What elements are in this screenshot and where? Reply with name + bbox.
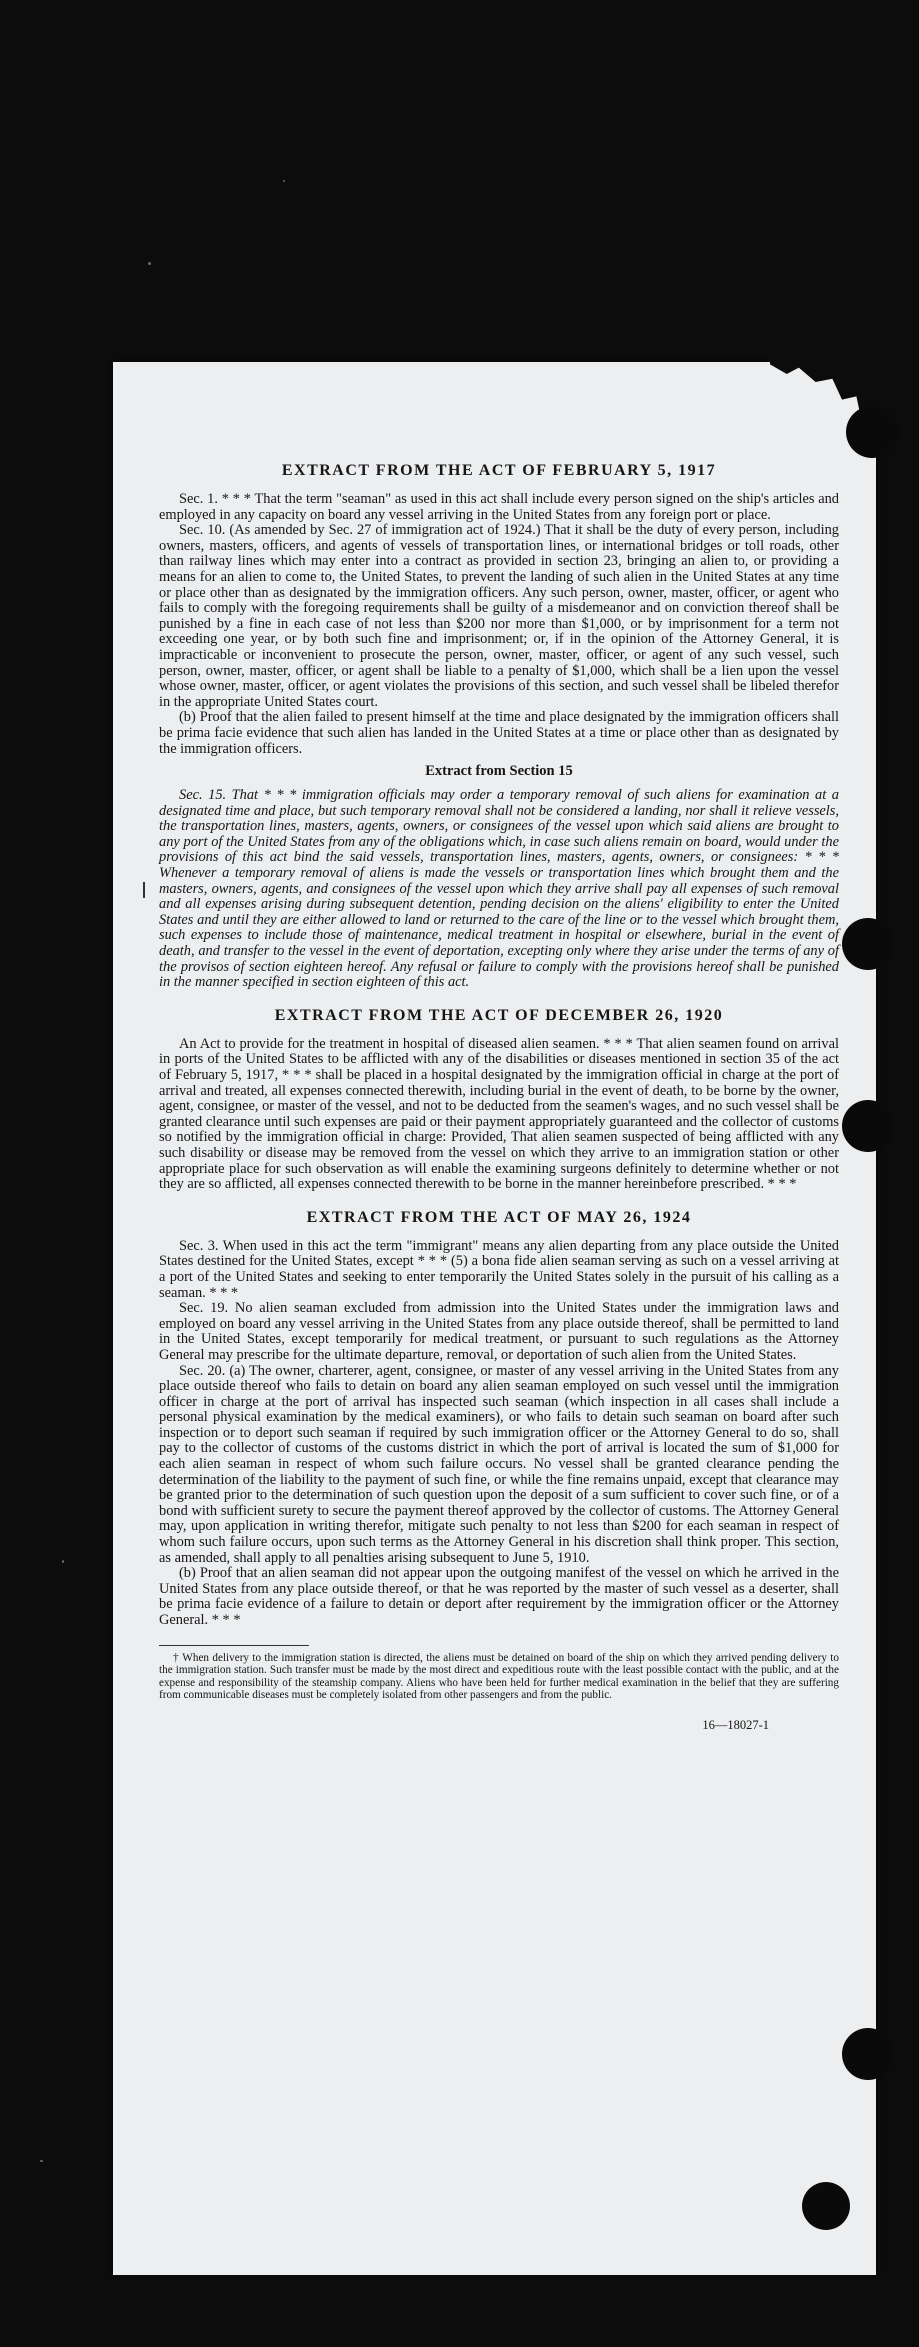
paragraph-sec-10: Sec. 10. (As amended by Sec. 27 of immigration act of 1924.) That it shall be the duty of every person, including owners, masters, officers, and agents of vessels of transportation lines, or international bridges or toll roads, other than railway lines which may enter into a contract as provided in section 23, bringing an alien to, or providing a means for an alien to come to, the United States, to prevent the landing of such alien in the United States at any time or place other than as designated by the immigration officers. Any such person, owner, master, officer, or agent who fails to comply with the foregoing requirements shall be guilty of a misdemeanor and on conviction thereof shall be punished by a fine in each case of not less than $200 nor more than $1,000, or by imprisonment for a term not exceeding one year, or by both such fine and imprisonment; or, if in the opinion of the Attorney General, it is impracticable or inconvenient to prosecute the person, owner, master, officer, or agent of any such vessel, such person, owner, master, officer, or agent shall be liable to a penalty of $1,000, which shall be a lien upon the vessel whose owner, master, officer, or agent violates the provisions of this section, and such vessel shall be libeled therefor in the appropriate United States court. <box>159 522 839 710</box>
paragraph-sec-20-b: (b) Proof that an alien seaman did not appear upon the outgoing manifest of the vessel on which he arrived in the United States from any place outside thereof, or that he was reported by the master of such vessel as a deserter, shall be prima facie evidence of a failure to detain or deport after requirement by the immigration officer or the Attorney General. * * * <box>159 1565 839 1628</box>
heading-act-1917: EXTRACT FROM THE ACT OF FEBRUARY 5, 1917 <box>281 462 717 479</box>
dust-speck <box>62 1560 64 1563</box>
section-act-1924 <box>159 1209 839 1629</box>
footnote-divider <box>159 1645 309 1646</box>
section-act-1917 <box>159 462 839 991</box>
footnote: † When delivery to the immigration station is directed, the aliens must be detained on board of the ship on which they arrived pending delivery to the immigration station. Such transfer must be made by the most direct and expeditious route with the least possible contact with the public, and at the expense and responsibility of the steamship company. Aliens who have been held for further medical examination in the belief that they are suffering from communicable diseases must be completely isolated from other passengers and from the public. <box>159 1651 839 1702</box>
form-number: 16—18027-1 <box>702 1717 769 1732</box>
punch-hole <box>842 2028 894 2080</box>
document-body <box>159 462 839 1733</box>
paragraph-sec-10-b: (b) Proof that the alien failed to present himself at the time and place designated by the immigration officers shall be prima facie evidence that such alien has landed in the United States at a time or place other than as designated by the immigration officers. <box>159 709 839 757</box>
paragraph-sec-19: Sec. 19. No alien seaman excluded from admission into the United States under the immigration laws and employed on board any vessel arriving in the United States from any place outside thereof, shall be permitted to land in the United States, except temporarily for medical treatment, or pursuant to such regulations as the Attorney General may prescribe for the ultimate departure, removal, or deportation of such alien from the United States. <box>159 1300 839 1363</box>
subheading-section-15: Extract from Section 15 <box>425 763 573 780</box>
document-page <box>113 362 876 2275</box>
paragraph-sec-20-a: Sec. 20. (a) The owner, charterer, agent, consignee, or master of any vessel arriving in the United States from any place outside thereof who fails to detain on board any alien seaman employed on such vessel until the immigration officer in charge at the port of arrival has inspected such seaman (which inspection in all cases shall include a personal physical examination by the medical examiners), or who fails to detain such seaman on board after such inspection or to deport such seaman if required by such immigration officer or the Attorney General to do so, shall pay to the collector of customs of the customs district in which the port of arrival is located the sum of $1,000 for each alien seaman in respect of whom such failure occurs. No vessel shall be granted clearance pending the determination of the liability to the payment of such fine, or while the fine remains unpaid, except that clearance may be granted prior to the determination of such question upon the deposit of a sum sufficient to cover such fine, or of a bond with sufficient surety to secure the payment thereof approved by the collector of customs. The Attorney General may, upon application in writing therefor, mitigate such penalty to not less than $200 for each seaman in respect of whom such failure occurs, upon such terms as the Attorney General in his discretion shall think proper. This section, as amended, shall apply to all penalties arising subsequent to June 5, 1910. <box>159 1362 839 1566</box>
paragraph-act-1920: An Act to provide for the treatment in hospital of diseased alien seamen. * * * That alien seamen found on arrival in ports of the United States to be afflicted with any of the disabilities or diseases mentioned in section 35 of the act of February 5, 1917, * * * shall be placed in a hospital designated by the immigration official in charge at the port of arrival and treated, all expenses connected therewith, including burial in the event of death, to be borne by the owner, agent, consignee, or master of the vessel, and not to be deducted from the seamen's wages, and no such vessel shall be granted clearance until such expenses are paid or their payment appropriately guaranteed and the collector of customs so notified by the immigration official in charge: Provided, That alien seamen suspected of being afflicted with any such disability or disease may be removed from the vessel on which they arrive to an immigration station or other appropriate place for such observation as will enable the examining surgeons definitely to determine whether or not they are so afflicted, all expenses connected therewith to be borne in the manner hereinbefore prescribed. * * * <box>159 1035 839 1193</box>
dust-speck <box>283 180 285 182</box>
heading-act-1920: EXTRACT FROM THE ACT OF DECEMBER 26, 1920 <box>274 1006 724 1024</box>
paragraph-sec-15: Sec. 15. That * * * immigration officials may order a temporary removal of such aliens for examination at a designated time and place, but such temporary removal shall not be considered a landing, nor shall it relieve vessels, the transportation lines, masters, agents, owners, or consignees of the vessel upon which said aliens are brought to any port of the United States from any of the obligations which, in case such aliens remain on board, would under the provisions of this act bind the said vessels, transportation lines, masters, agents, owners, or consignees: * * * Whenever a temporary removal of aliens is made the vessels or transportation lines which brought them and the masters, owners, agents, and consignees of the vessel upon which they arrive shall pay all expenses of such removal and all expenses arising during subsequent detention, pending decision on the aliens' eligibility to enter the United States and until they are either allowed to land or returned to the care of the line or to the vessel which brought them, such expenses to include those of maintenance, medical treatment in hospital or elsewhere, burial in the event of death, and transfer to the vessel in the event of deportation, excepting only where they arise under the terms of any of the provisos of section eighteen hereof. Any refusal or failure to comply with the provisions hereof shall be punished in the manner specified in section eighteen of this act. <box>159 787 839 991</box>
punch-hole <box>842 918 894 970</box>
punch-hole <box>802 2182 850 2230</box>
paragraph-sec-1: Sec. 1. * * * That the term "seaman" as used in this act shall include every person signed on the ship's articles and employed in any capacity on board any vessel arriving in the United States from any foreign port or place. <box>159 491 839 523</box>
margin-mark <box>143 882 145 898</box>
paragraph-sec-3: Sec. 3. When used in this act the term "immigrant" means any alien departing from any place outside the United States destined for the United States, except * * * (5) a bona fide alien seaman serving as such on a vessel arriving at a port of the United States and seeking to enter temporarily the United States solely in the pursuit of his calling as a seaman. * * * <box>159 1237 839 1301</box>
dust-speck <box>148 262 151 265</box>
dust-speck <box>40 2160 43 2162</box>
heading-act-1924: EXTRACT FROM THE ACT OF MAY 26, 1924 <box>306 1208 692 1226</box>
punch-hole <box>846 406 898 458</box>
punch-hole <box>842 1100 894 1152</box>
section-act-1920 <box>159 1007 839 1193</box>
